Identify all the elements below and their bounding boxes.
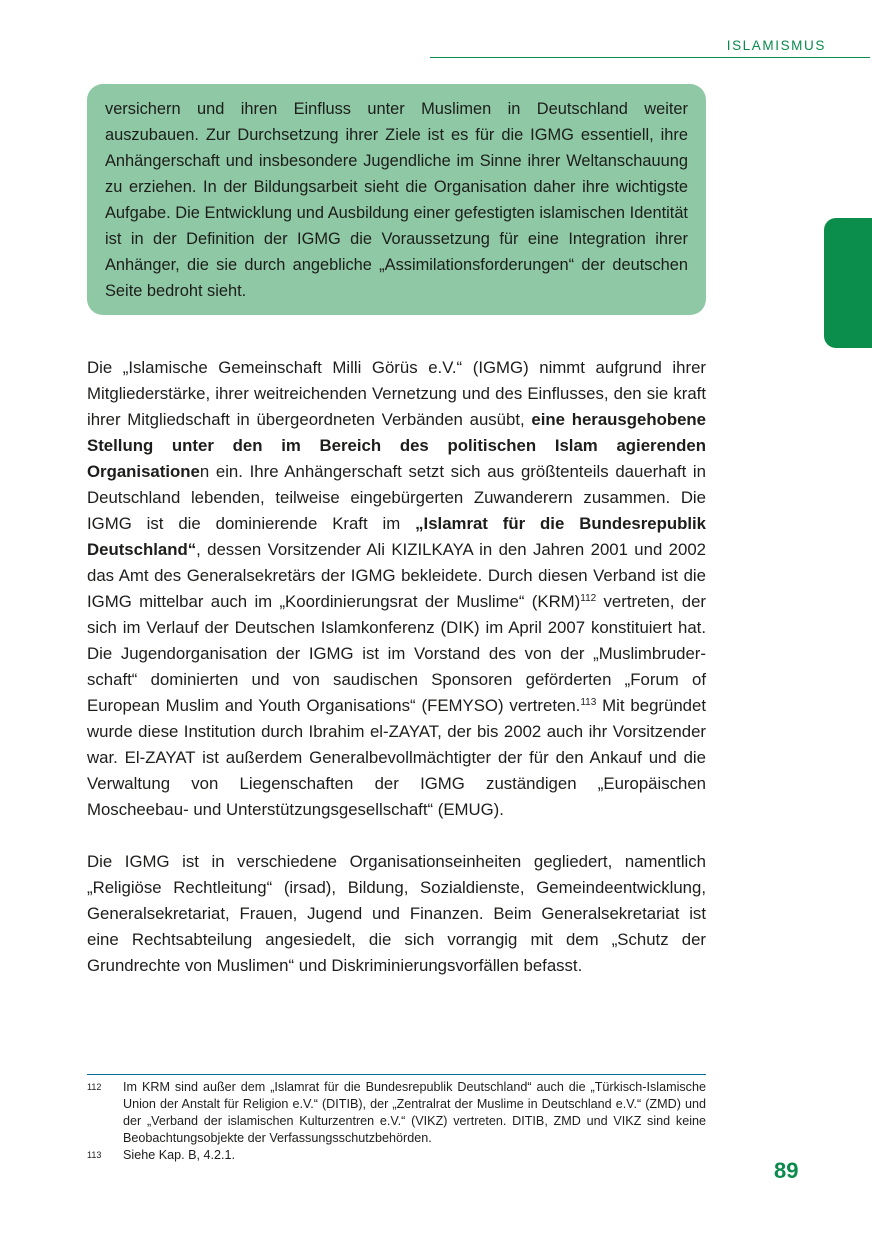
paragraph-1-bold: eine herausgehobene Stellung unter den im Bereich des politischen Islam agierenden Organisatione bbox=[87, 410, 707, 481]
paragraph-1-segment: Die „Islamische Gemeinschaft Milli Görüs e.V.“ (IGMG) nimmt aufgrund ihrer Mitgliederstärke, ihrer weitreichenden Vernetzung und des Einflusses, den sie kraft ihrer Mitgliedschaft in übergeordneten Verbänden ausübt, bbox=[87, 358, 706, 429]
main-text bbox=[87, 355, 706, 979]
footnote-number: 113 bbox=[87, 1150, 102, 1160]
header-divider bbox=[430, 57, 870, 58]
paragraph-1-bold: „Islamrat für die Bundesrepublik Deutschland“ bbox=[87, 514, 707, 559]
paragraph-1-segment: Mit begründet wurde diese Institution durch Ibrahim el-ZAYAT, der bis 2002 auch ihr Vorsitzender war. El-ZAYAT ist außerdem Generalbevollmächtigter der für den Ankauf und die Verwaltung von Liegenschaften der IGMG zuständigen „Europäischen Moscheebau- und Unterstützungsgesellschaft“ (EMUG). bbox=[87, 696, 706, 819]
footnote-ref-113[interactable]: 113 bbox=[580, 697, 597, 708]
footnote-text: Siehe Kap. B, 4.2.1. bbox=[123, 1148, 236, 1162]
chapter-tab bbox=[824, 218, 872, 348]
paragraph-2: Die IGMG ist in verschiedene Organisationseinheiten gegliedert, namentlich „Religiöse Rechtleitung“ (irsad), Bildung, Sozialdienste, Gemeindeentwicklung, Generalsekretariat, Frauen, Jugend und Finanzen. Beim Generalsekretariat ist eine Rechtsabteilung angesiedelt, die sich vorrangig mit dem „Schutz der Grundrechte von Muslimen“ und Diskriminierungsvorfällen befasst. bbox=[87, 852, 706, 975]
page-number: 89 bbox=[774, 1158, 799, 1183]
footnote-112 bbox=[87, 1079, 706, 1147]
highlight-box bbox=[87, 84, 706, 315]
footnote-ref-112[interactable]: 112 bbox=[580, 593, 597, 604]
paragraph-1-segment: n ein. Ihre Anhängerschaft setzt sich aus größtenteils dauerhaft in Deutschland lebenden, teilweise eingebürgerten Zuwanderern zusammen. Die IGMG ist die dominierende Kraft im bbox=[87, 462, 706, 533]
paragraph-1-segment: vertreten, der sich im Verlauf der Deutschen Islamkonferenz (DIK) im April 2007 konstituiert hat. Die Jugendorganisation der IGMG ist im Vorstand des von der „Muslimbruderschaft“ dominierten und von saudischen Sponsoren geförderten „Forum of European Muslim and Youth Organisations“ (FEMYSO) vertreten. bbox=[87, 592, 706, 715]
highlight-box-text: versichern und ihren Einfluss unter Muslimen in Deutschland weiter auszubauen. Zur Durchsetzung ihrer Ziele ist es für die IGMG essentiell, ihre Anhängerschaft und insbesondere Jugendliche im Sinne ihrer Weltanschauung zu erziehen. In der Bildungsarbeit sieht die Organisation daher ihre wichtigste Aufgabe. Die Entwicklung und Ausbildung einer gefestigten islamischen Identität ist in der Definition der IGMG die Voraussetzung für eine Integration ihrer Anhänger, die sie durch angebliche „Assimilationsforderungen“ der deutschen Seite bedroht sieht. bbox=[105, 100, 688, 300]
footnote-113 bbox=[87, 1147, 706, 1164]
paragraph-1 bbox=[87, 355, 706, 823]
footnotes bbox=[87, 1079, 706, 1164]
footnote-text: Im KRM sind außer dem „Islamrat für die Bundesrepublik Deutschland“ auch die „Türkisch-Islamische Union der Anstalt für Religion e.V.“ (DITIB), der „Zentralrat der Muslime in Deutschland e.V.“ (ZMD) und der „Verband der islamischen Kulturzentren e.V.“ (VIKZ) vertreten. DITIB, ZMD und VIKZ sind keine Beobachtungsobjekte der Verfassungsschutzbehörden. bbox=[123, 1080, 706, 1145]
section-title: ISLAMISMUS bbox=[726, 38, 826, 53]
footnote-number: 112 bbox=[87, 1082, 102, 1092]
footnote-divider bbox=[87, 1074, 706, 1075]
paragraph-1-segment: , dessen Vorsitzender Ali KIZILKAYA in den Jahren 2001 und 2002 das Amt des Generalsekretärs der IGMG bekleidete. Durch diesen Verband ist die IGMG mittelbar auch im „Koordinierungsrat der Muslime“ (KRM) bbox=[87, 540, 706, 611]
